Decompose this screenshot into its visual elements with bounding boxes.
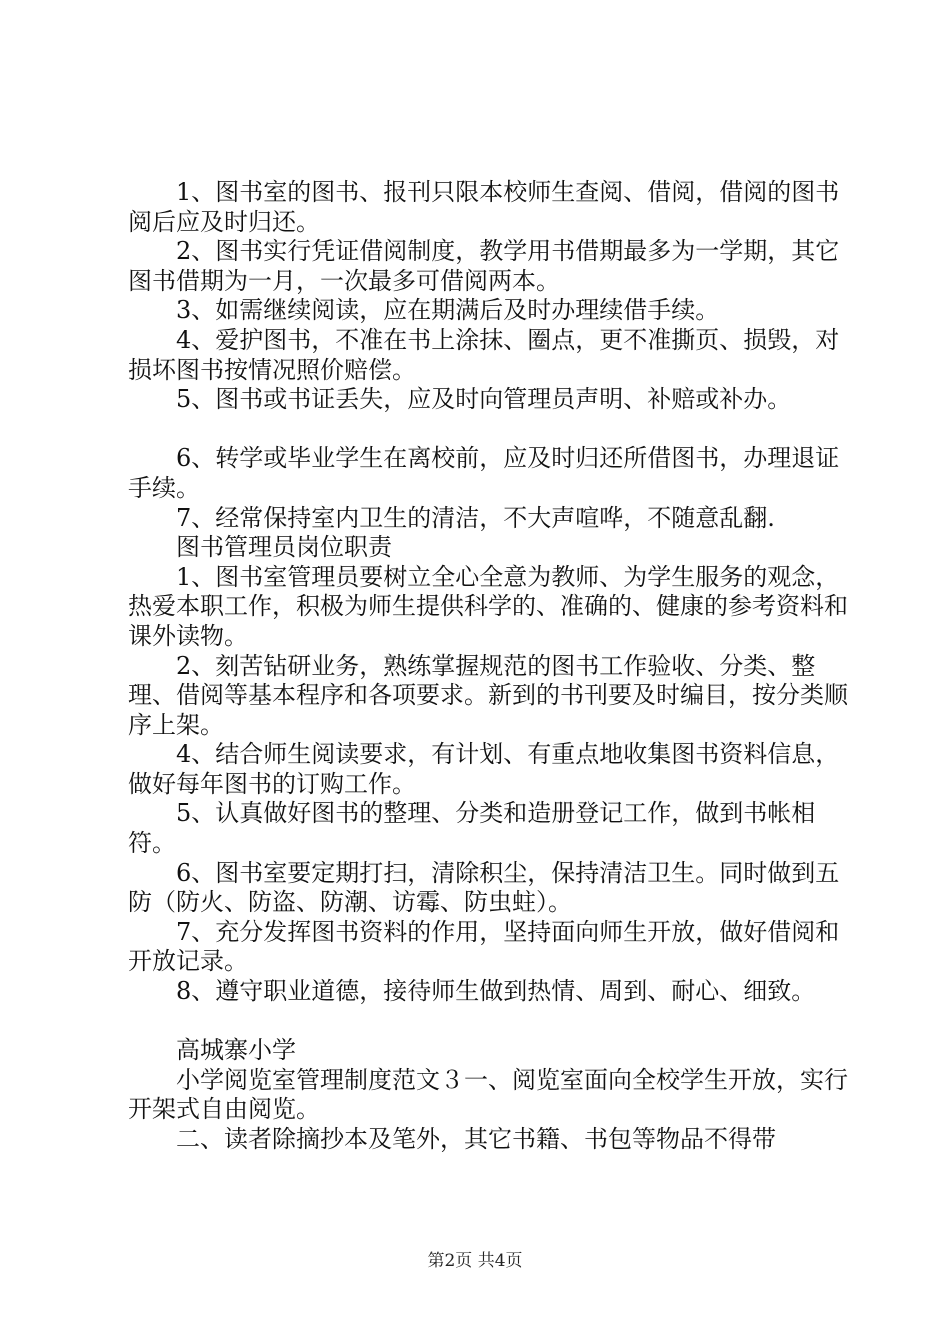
reading-room-rule-1: 小学阅览室管理制度范文３一、阅览室面向全校学生开放，实行开架式自由阅览。 [128,1065,848,1124]
duty-1: 1、图书室管理员要树立全心全意为教师、为学生服务的观念，热爱本职工作，积极为师生提供科学的、准确的、健康的参考资料和课外读物。 [128,562,848,650]
page-footer [0,1246,950,1271]
rule-3: 3、如需继续阅读，应在期满后及时办理续借手续。 [176,296,720,325]
page-number: 第2页 共4页 [427,1251,523,1271]
rule-6: 6、转学或毕业学生在离校前，应及时归还所借图书，办理退证手续。 [128,444,840,502]
school-name: 高城寨小学 [176,1036,296,1065]
rule-7: 7、经常保持室内卫生的清洁，不大声喧哗，不随意乱翻. [176,503,775,532]
document-body [128,178,848,1155]
duty-2: 2、刻苦钻研业务，熟练掌握规范的图书工作验收、分类、整理、借阅等基本程序和各项要求。新到的书刊要及时编目，按分类顺序上架。 [128,651,848,739]
rule-5: 5、图书或书证丢失，应及时向管理员声明、补赔或补办。 [176,385,792,414]
blank-line [128,1007,848,1037]
blank-line [128,415,848,445]
duty-5: 5、认真做好图书的整理、分类和造册登记工作，做到书帐相符。 [128,799,816,858]
rule-4: 4、爱护图书，不准在书上涂抹、圈点，更不准撕页、损毁，对损坏图书按情况照价赔偿。 [128,325,840,384]
reading-room-rule-2: 二、读者除摘抄本及笔外，其它书籍、书包等物品不得带 [176,1125,776,1153]
duty-4: 4、结合师生阅读要求，有计划、有重点地收集图书资料信息，做好每年图书的订购工作。 [128,740,840,798]
duty-6: 6、图书室要定期打扫，清除积尘，保持清洁卫生。同时做到五防（防火、防盗、防潮、访霉、防虫蛀）。 [128,858,840,917]
rule-1: 1、图书室的图书、报刊只限本校师生查阅、借阅，借阅的图书阅后应及时归还。 [128,178,840,236]
duty-8: 8、遵守职业道德，接待师生做到热情、周到、耐心、细致。 [176,977,816,1006]
duty-7: 7、充分发挥图书资料的作用，坚持面向师生开放，做好借阅和开放记录。 [128,917,840,976]
rule-2: 2、图书实行凭证借阅制度，教学用书借期最多为一学期，其它图书借期为一月，一次最多可借阅两本。 [128,237,840,295]
duties-heading: 图书管理员岗位职责 [176,533,392,562]
